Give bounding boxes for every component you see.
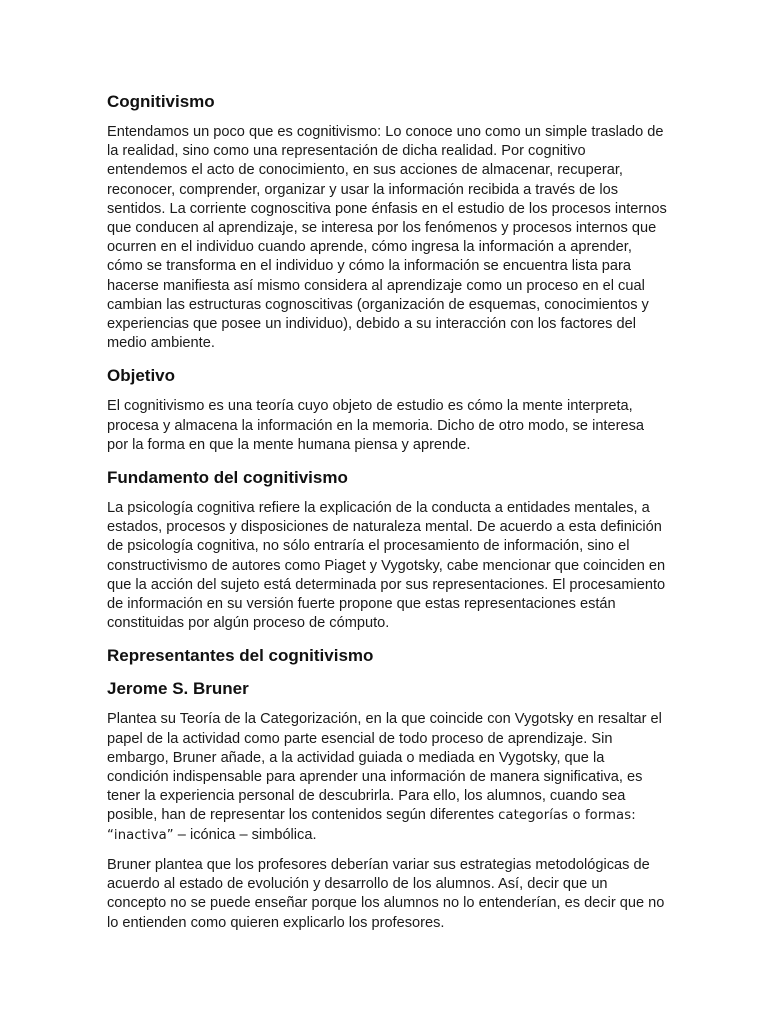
heading-cognitivismo: Cognitivismo — [107, 92, 215, 111]
heading-bruner: Jerome S. Bruner — [107, 679, 249, 699]
bruner-p1-end: – icónica – simbólica. — [173, 826, 317, 843]
paragraph-bruner-1 — [107, 710, 667, 844]
bruner-p1-categorias: categorías o formas: “inactiva” — [107, 808, 636, 843]
paragraph-bruner-2: Bruner plantea que los profesores deberían variar sus estrategias metodológicas de acuerdo al estado de evolución y desarrollo de los alumnos. Así, decir que un concepto no se puede enseñar porque los alumnos no lo entenderían, es decir que no lo entienden como quieren explicarlo los profesores. — [107, 856, 665, 931]
paragraph-objetivo: El cognitivismo es una teoría cuyo objeto de estudio es cómo la mente interpreta, procesa y almacena la información en la memoria. Dicho de otro modo, se interesa por la forma en que la mente humana piensa y aprende. — [107, 398, 644, 453]
heading-objetivo: Objetivo — [107, 366, 176, 386]
bruner-p1-main: Plantea su Teoría de la Categorización, en la que coincide con Vygotsky en resaltar el papel de la actividad como parte esencial de todo proceso de aprendizaje. Sin embargo, Bruner añade, a la actividad guiada o mediada en Vygotsky, que la condición indispensable para aprender una información de manera significativa, es tener la experiencia personal de descubrirla. Para ello, los alumnos, cuando sea posible, han de representar los contenidos según diferentes — [107, 711, 662, 824]
paragraph-cognitivismo: Entendamos un poco que es cognitivismo: Lo conoce uno como un simple traslado de la realidad, sino como una representación de dicha realidad. Por cognitivo entendemos el acto de conocimiento, en sus acciones de almacenar, recuperar, reconocer, comprender, organizar y usar la información recibida a través de los sentidos. La corriente cognoscitiva pone énfasis en el estudio de los procesos internos que conducen al aprendizaje, se interesa por los fenómenos y procesos internos que ocurren en el individuo cuando aprende, cómo ingresa la información a aprender, cómo se transforma en el individuo y cómo la información se encuentra lista para hacerse manifiesta así mismo considera al aprendizaje como un proceso en el cual cambian las estructuras cognoscitivas (organización de esquemas, conocimientos y experiencias que posee un individuo), debido a su interacción con los factores del medio ambiente. — [107, 124, 667, 352]
heading-representantes: Representantes del cognitivismo — [107, 646, 374, 666]
paragraph-fundamento: La psicología cognitiva refiere la explicación de la conducta a entidades mentales, a estados, procesos y disposiciones de naturaleza mental. De acuerdo a esta definición de psicología cognitiva, no sólo entraría el procesamiento de información, sino el constructivismo de autores como Piaget y Vygotsky, cabe mencionar que coinciden en que la acción del sujeto está determinada por sus representaciones. El procesamiento de información en su versión fuerte propone que estas representaciones están constituidas por algún proceso de cómputo. — [107, 500, 666, 632]
heading-fundamento: Fundamento del cognitivismo — [107, 468, 348, 488]
document-page — [107, 90, 667, 944]
